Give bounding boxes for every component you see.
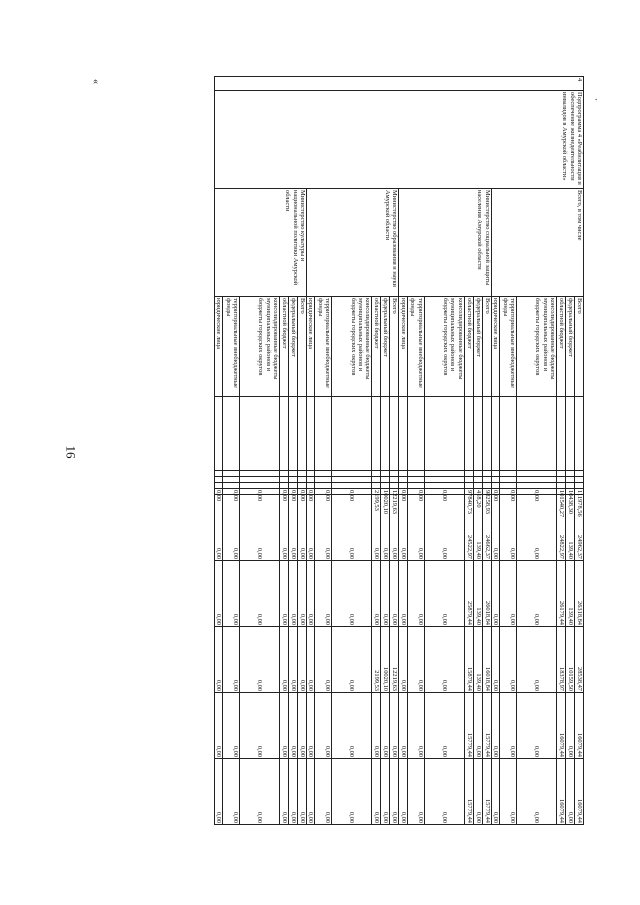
empty-cell [332,397,372,471]
value-cell: 0,00 [222,693,239,759]
funding-source-cell: федеральный бюджет [473,297,482,397]
value-cell: 0,00 [297,627,306,693]
budget-table-area [106,76,584,831]
value-cell: 0,00 [399,627,407,693]
empty-cell [214,397,222,471]
value-cell: 10020,10 [381,627,390,693]
value-cell: 0,00 [407,495,424,561]
value-cell: 0,00 [390,693,399,759]
empty-cell [372,397,381,471]
funding-source-cell: юридические лица [491,297,499,397]
value-cell: 0,00 [390,495,399,561]
funding-source-cell: Всего [390,297,399,397]
value-cell: 0,00 [297,561,306,627]
value-cell: 0,00 [390,759,399,825]
value-cell: 0,00 [279,759,288,825]
value-cell: 101540,27 [558,490,565,518]
value-cell: 0,00 [315,561,332,627]
value-cell: 0,00 [239,693,279,759]
value-cell: 0,00 [239,489,279,495]
total-label-cell: Всего, в том числе [491,189,583,297]
value-cell: 0,00 [473,759,482,825]
value-cell: 12219,63 [390,627,399,693]
empty-cell [306,397,314,471]
value-cell: 0,00 [517,489,557,495]
value-cell: 15779,44 [482,693,491,759]
empty-cell [297,397,306,471]
value-cell: 139,40 [473,627,482,693]
empty-cell [381,397,390,471]
table-row [575,77,584,891]
value-cell: 0,00 [399,561,407,627]
value-cell: 0,00 [500,693,517,759]
value-cell: 0,00 [332,495,372,561]
budget-table [214,76,584,891]
value-cell: 0,00 [566,693,575,759]
empty-cell [399,397,407,471]
value-cell: 0,00 [332,489,372,495]
value-cell: 0,00 [222,489,239,495]
value-cell: 0,00 [381,561,390,627]
empty-cell [517,397,557,471]
funding-source-cell: областной бюджет [372,297,381,397]
empty-cell [239,397,279,471]
empty-cell [464,397,473,471]
value-cell: 26018,84 [482,561,491,627]
funding-source-cell: областной бюджет [464,297,473,397]
value-cell: 0,00 [517,759,557,825]
value-cell: 0,00 [239,759,279,825]
value-cell: 0,00 [306,627,314,693]
value-cell: 0,00 [491,495,499,561]
table-row [390,77,399,891]
value-cell: 28538,47 [575,627,584,693]
empty-cell [390,397,399,471]
value-cell: 10020,10 [382,490,390,514]
value-cell: 0,00 [517,693,557,759]
opening-quote: « [90,79,101,84]
value-cell: 0,00 [214,495,222,561]
value-cell: 0,00 [517,495,557,561]
funding-source-cell: юридические лица [306,297,314,397]
value-cell: 0,00 [381,495,390,561]
empty-cell [500,397,517,471]
funding-source-cell: областной бюджет [279,297,288,397]
funding-source-cell: консолидированные бюджеты муниципальных районов и бюджеты городских округов [424,297,464,397]
value-cell: 0,00 [280,490,288,502]
value-cell: 16079,44 [557,693,566,759]
value-cell: 0,00 [399,490,407,502]
value-cell: 0,00 [407,561,424,627]
table-row [297,77,306,891]
funding-source-cell: территориальные внебюджетные фонды [407,297,424,397]
value-cell: 0,00 [288,495,297,561]
value-cell: 26318,84 [575,561,584,627]
agency-name-cell: Министерство культуры и национальной политики Амурской области [214,189,306,297]
value-cell: 0,00 [500,489,517,495]
value-cell: 0,00 [517,627,557,693]
funding-source-cell: Всего [482,297,491,397]
value-cell: 139,40 [473,561,482,627]
value-cell: 0,00 [424,495,464,561]
value-cell: 16079,44 [575,693,584,759]
program-title-cell: Подпрограмма 4 «Реабилитация и обеспечение жизнедеятельности инвалидов в Амурской области» [214,91,583,189]
value-cell: 0,00 [306,561,314,627]
margin-dot: . [595,92,598,102]
empty-cell [424,397,464,471]
value-cell: 0,00 [307,490,315,502]
value-cell: 0,00 [306,495,314,561]
value-cell: 0,00 [424,561,464,627]
value-cell: 0,00 [491,561,499,627]
page-number: 16 [63,445,79,459]
value-cell: 97840,73 [465,490,473,514]
value-cell: 0,00 [288,627,297,693]
value-cell: 0,00 [500,561,517,627]
value-cell: 0,00 [332,759,372,825]
empty-cell [566,397,575,471]
value-cell: 0,00 [372,759,381,825]
value-cell: 0,00 [424,693,464,759]
funding-source-cell: областной бюджет [557,297,566,397]
value-cell: 0,00 [399,759,407,825]
funding-source-cell: территориальные внебюджетные фонды [500,297,517,397]
value-cell: 0,00 [315,759,332,825]
value-cell: 139,40 [566,495,575,561]
value-cell: 0,00 [390,561,399,627]
value-cell: 0,00 [491,759,499,825]
value-cell: 0,00 [500,495,517,561]
value-cell: 15779,44 [464,759,473,825]
value-cell: 0,00 [372,561,381,627]
value-cell: 0,00 [279,561,288,627]
funding-source-cell: консолидированные бюджеты муниципальных районов и бюджеты городских округов [332,297,372,397]
value-cell: 16018,84 [482,627,491,693]
value-cell: 0,00 [500,759,517,825]
value-cell: 0,00 [306,759,314,825]
value-cell: 25879,44 [464,561,473,627]
value-cell: 0,00 [566,759,575,825]
value-cell: 24962,37 [575,495,584,561]
funding-source-cell: юридические лица [399,297,407,397]
value-cell: 0,00 [500,627,517,693]
empty-cell [315,397,332,471]
empty-cell [482,397,491,471]
value-cell: 0,00 [222,627,239,693]
empty-cell [575,397,584,471]
value-cell: 0,00 [332,693,372,759]
funding-source-cell: территориальные внебюджетные фонды [315,297,332,397]
agency-name-cell: Министерство социальной защиты населения Амурской области [399,189,491,297]
value-cell: 0,00 [239,627,279,693]
value-cell: 16079,44 [557,759,566,825]
value-cell: 15779,44 [482,759,491,825]
value-cell: 0,00 [407,489,424,495]
empty-cell [279,397,288,471]
value-cell: 0,00 [372,693,381,759]
value-cell: 139,40 [473,495,482,561]
value-cell: 24662,37 [482,495,491,561]
value-cell: 15879,44 [464,627,473,693]
value-cell: 98258,93 [483,490,491,514]
value-cell: 0,00 [492,490,499,502]
value-cell: 0,00 [332,627,372,693]
empty-cell [557,397,566,471]
value-cell: 0,00 [214,490,222,502]
funding-source-cell: юридические лица [214,297,222,397]
agency-name-cell: Министерство образования и науки Амурской области [306,189,398,297]
value-cell: 0,00 [214,561,222,627]
value-cell: 0,00 [399,693,407,759]
value-cell: 0,00 [517,561,557,627]
value-cell: 0,00 [381,693,390,759]
value-cell: 0,00 [491,627,499,693]
value-cell: 10159,50 [566,627,575,693]
table-row [482,77,491,891]
empty-cell [222,397,239,471]
value-cell: 0,00 [491,693,499,759]
value-cell: 0,00 [222,495,239,561]
value-cell: 0,00 [298,490,306,502]
value-cell: 418,20 [474,490,482,508]
empty-cell [288,397,297,471]
value-cell: 0,00 [399,495,407,561]
value-cell: 0,00 [473,693,482,759]
value-cell: 0,00 [214,693,222,759]
value-cell: 15779,44 [464,693,473,759]
value-cell: 0,00 [381,759,390,825]
funding-source-cell: территориальные внебюджетные фонды [222,297,239,397]
value-cell: 0,00 [239,561,279,627]
value-cell: 0,00 [297,495,306,561]
value-cell: 0,00 [424,759,464,825]
value-cell: 18378,97 [557,627,566,693]
value-cell: 0,00 [407,759,424,825]
value-cell: 0,00 [214,627,222,693]
value-cell: 2199,53 [373,490,381,511]
value-cell: 2199,53 [372,627,381,693]
value-cell: 0,00 [315,495,332,561]
value-cell: 0,00 [288,693,297,759]
value-cell: 26179,44 [557,561,566,627]
value-cell: 0,00 [407,627,424,693]
empty-cell [491,397,499,471]
value-cell: 16079,44 [575,759,584,825]
value-cell: 0,00 [315,489,332,495]
funding-source-cell: Всего [297,297,306,397]
value-cell: 0,00 [279,627,288,693]
row-number-cell: 4 [214,77,583,91]
funding-source-cell: федеральный бюджет [288,297,297,397]
empty-cell [407,397,424,471]
value-cell: 0,00 [424,627,464,693]
value-cell: 24522,97 [464,495,473,561]
value-cell: 0,00 [239,495,279,561]
funding-source-cell: консолидированные бюджеты муниципальных районов и бюджеты городских округов [517,297,557,397]
value-cell: 0,00 [297,693,306,759]
funding-source-cell: Всего [575,297,584,397]
value-cell: 0,00 [279,495,288,561]
value-cell: 12219,63 [391,490,399,514]
value-cell: 0,00 [372,495,381,561]
value-cell: 0,00 [222,759,239,825]
value-cell: 0,00 [306,693,314,759]
value-cell: 111978,56 [576,490,583,517]
value-cell: 0,00 [297,759,306,825]
value-cell: 0,00 [222,561,239,627]
funding-source-cell: консолидированные бюджеты муниципальных районов и бюджеты городских округов [239,297,279,397]
value-cell: 0,00 [279,693,288,759]
value-cell: 0,00 [214,759,222,825]
value-cell: 0,00 [315,693,332,759]
funding-source-cell: федеральный бюджет [566,297,575,397]
value-cell: 0,00 [288,759,297,825]
value-cell: 24822,97 [557,495,566,561]
value-cell: 139,40 [566,561,575,627]
value-cell: 0,00 [288,561,297,627]
funding-source-cell: федеральный бюджет [381,297,390,397]
value-cell: 10438,30 [567,490,574,514]
empty-cell [473,397,482,471]
value-cell: 0,00 [289,490,297,502]
value-cell: 0,00 [424,489,464,495]
value-cell: 0,00 [407,693,424,759]
value-cell: 0,00 [315,627,332,693]
value-cell: 0,00 [332,561,372,627]
